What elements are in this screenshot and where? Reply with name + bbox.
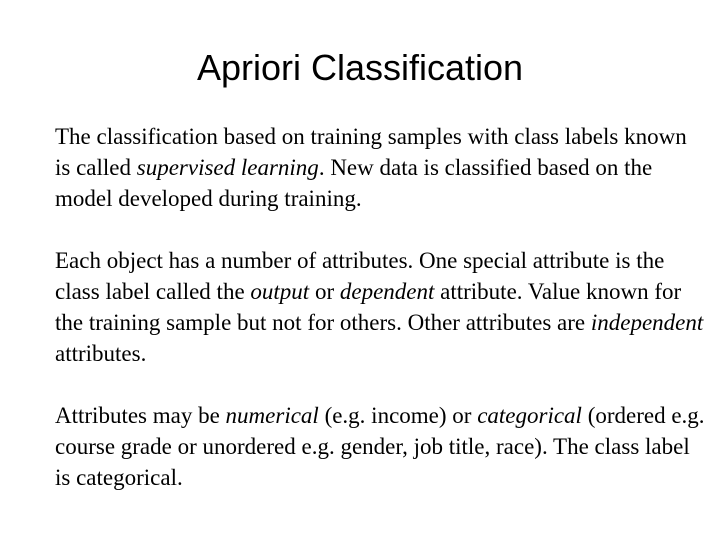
emphasis-term: numerical: [225, 403, 319, 428]
text-segment: (e.g. income) or: [318, 403, 478, 428]
emphasis-term: output: [250, 279, 310, 304]
emphasis-term: categorical: [477, 403, 582, 428]
emphasis-term: dependent: [339, 279, 435, 304]
paragraph-attribute-types: [55, 400, 705, 493]
text-segment: Attributes may be: [55, 403, 226, 428]
emphasis-term: independent: [590, 310, 704, 335]
text-segment: attributes.: [55, 341, 147, 366]
text-segment: The classification based on training samples with class labels known is called: [55, 124, 687, 180]
paragraph-attributes: [55, 245, 705, 369]
text-segment: Each object has a number of attributes. One special attribute is the class label called the: [55, 248, 665, 304]
slide-title: Apriori Classification: [196, 47, 524, 88]
text-segment: attribute. Value known for the training sample but not for others. Other attributes are: [55, 279, 682, 335]
text-segment: (ordered e.g. course grade or unordered e.g. gender, job title, race). The class label is categorical.: [55, 403, 705, 490]
text-segment: or: [309, 279, 340, 304]
slide-body: [55, 121, 705, 524]
text-segment: . New data is classified based on the model developed during training.: [55, 155, 653, 211]
paragraph-supervised-learning: [55, 121, 705, 214]
emphasis-term: supervised learning: [136, 155, 319, 180]
